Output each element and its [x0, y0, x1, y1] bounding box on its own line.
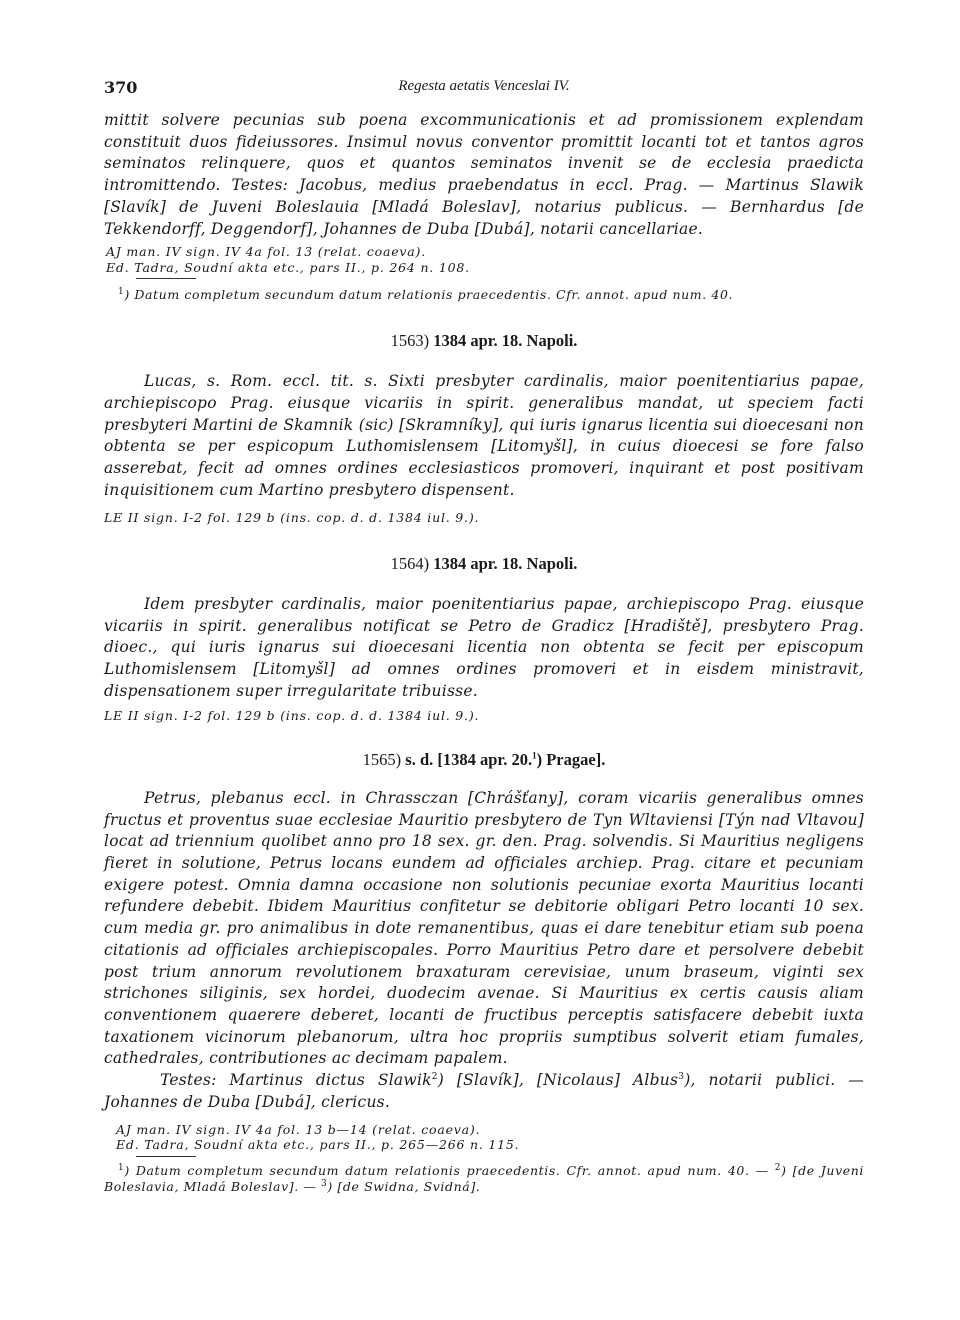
entry-number: 1565) [362, 749, 402, 769]
source-line: Ed. Tadra, Soudní akta etc., pars II., p. 265—266 n. 115. [116, 1137, 520, 1152]
entry-heading [104, 750, 864, 770]
running-header [104, 78, 864, 104]
entry-heading [104, 554, 864, 574]
entry-date: 1384 apr. 18. Napoli. [433, 553, 578, 573]
entry-text: Idem presbyter cardinalis, maior poenitentiarius papae, archiepiscopo Prag. eiusque vicariis in spirit. generalibus notificat se Petro de Gradicz [Hradiště], presbytero Prag. dioec., qui iuris ignarus sui dioecesani licentia non obtenta se fecit per episcopum Luthomislensem [Litomyšl] ad omnes ordines promoveri et in eisdem ministravit, dispensationem super irregularitate tribuisse. [104, 594, 864, 700]
entry-number: 1563) [390, 331, 430, 351]
source-line: Ed. Tadra, Soudní akta etc., pars II., p. 264 n. 108. [106, 259, 470, 275]
entry-date: 1384 apr. 18. Napoli. [433, 331, 578, 351]
page-number: 370 [104, 78, 138, 97]
running-title: Regesta aetatis Venceslai IV. [398, 78, 570, 94]
entry-text: Petrus, plebanus eccl. in Chrassczan [Chrášťany], coram vicariis generalibus omnes fructus et proventus suae ecclesiae Mauritio presbytero de Tyn Wltaviensi [Týn nad Vltavou] locat ad triennium quolibet anno pro 18 sex. gr. den. Prag. solvendis. Si Mauritius negligens fieret in solutione, Petrus locans eundem ad officiales archiep. Prag. citare et pecuniam exigere potest. Omnia damna occasione non solutionis pecuniae exorta Mauritius locanti refundere debebit. Ibidem Mauritius confitetur se debitorie obligari Petro locanti 10 sex. cum media gr. pro animalibus in dote remanentibus, quas ei dare tenebitur etiam sub poena citationis ad officiales archiepiscopales. Porro Mauritius Petro dare et persolvere debebit post trium annorum revolutionem braxaturam cerevisiae, unum braseum, viginti sex strichones siliginis, sex hordei, duodecim avenae. Si Mauritius ex certis causis aliam conventionem quaerere deberet, locanti de fructibus perceptis satisfacere debebit iuxta taxationem vicinorum plebanorum, ultra hoc propriis sumptibus solverit etiam fumales, cathedrales, contributiones ac decimam papalem. [104, 788, 864, 1068]
footnote: $^1$) Datum completum secundum datum relationis praecedentis. Cfr. annot. apud num. 40. — $^2$) [de Juveni Boleslavia, Mladá Boleslav]. — $^3$) [de Swidna, Svidná]. [104, 1162, 864, 1194]
source-line: AJ man. IV sign. IV 4a fol. 13 (relat. coaeva). [106, 244, 426, 260]
footnote-marker: 2 [431, 1071, 438, 1082]
footnote-marker: 3 [678, 1071, 685, 1082]
continued-entry-text: mittit solvere pecunias sub poena excommunicationis et ad promissionem explendam constituit duos fideiussores. Insimul novus conventor promittit locanti tot et tantos agros seminatos relinquere, quos et quantos seminatos invenit se de ecclesia praedicta intromittendo. Testes: Jacobus, medius praebendatus in eccl. Prag. — Martinus Slawik [Slavík] de Juveni Boleslauia [Mladá Boleslav], notarius publicus. — Bernhardus [de Tekkendorff, Deggendorf], Johannes de Duba [Dubá], notarii cancellariae. [104, 111, 864, 238]
source-line: LE II sign. I-2 fol. 129 b (ins. cop. d. d. 1384 iul. 9.). [104, 510, 480, 526]
entry-heading [104, 331, 864, 351]
footnote-marker: 1 [118, 287, 125, 298]
footnote [118, 287, 864, 303]
continued-entry [104, 110, 864, 303]
entry-1565 [104, 750, 864, 1195]
entry-number: 1564) [390, 553, 430, 573]
footnote-divider [136, 278, 196, 279]
entry-sources [104, 1122, 864, 1153]
entry-text: Lucas, s. Rom. eccl. tit. s. Sixti presbyter cardinalis, maior poenitentiarius papae, archiepiscopo Prag. eiusque vicariis in spirit. generalibus mandat, ut speciem facti presbyteri Martini de Skamnik (sic) [Skramníky], qui iuris ignarus licentia sui dioecesani non obtenta se per espicopum Luthomislensem [Litomyšl], in cuius dioecesi se fore falso asserebat, fecit ad omnes ordines ecclesiasticos promoveri, inquirant et post positivam inquisitionem cum Martino presbytero dispensent. [104, 372, 864, 499]
witnesses-text: Testes: Martinus dictus Slawik$^2$) [Slavík], [Nicolaus] Albus$^3$), notarii publici. — Johannes de Duba [Dubá], clericus. [104, 1071, 865, 1111]
footnote-text: ) Datum completum secundum datum relationis praecedentis. Cfr. annot. apud num. 40. [124, 287, 734, 303]
footnote-divider [136, 1156, 196, 1157]
source-line: LE II sign. I-2 fol. 129 b (ins. cop. d. d. 1384 iul. 9.). [104, 708, 480, 724]
entry-1564 [104, 554, 864, 724]
entry-date: s. d. [1384 apr. 20.$^1$) Pragae]. [405, 749, 606, 769]
entry-1563 [104, 331, 864, 526]
source-line: AJ man. IV sign. IV 4a fol. 13 b—14 (relat. coaeva). [116, 1121, 481, 1137]
footnote-marker: 1 [532, 750, 537, 761]
continued-entry-sources [104, 244, 864, 275]
